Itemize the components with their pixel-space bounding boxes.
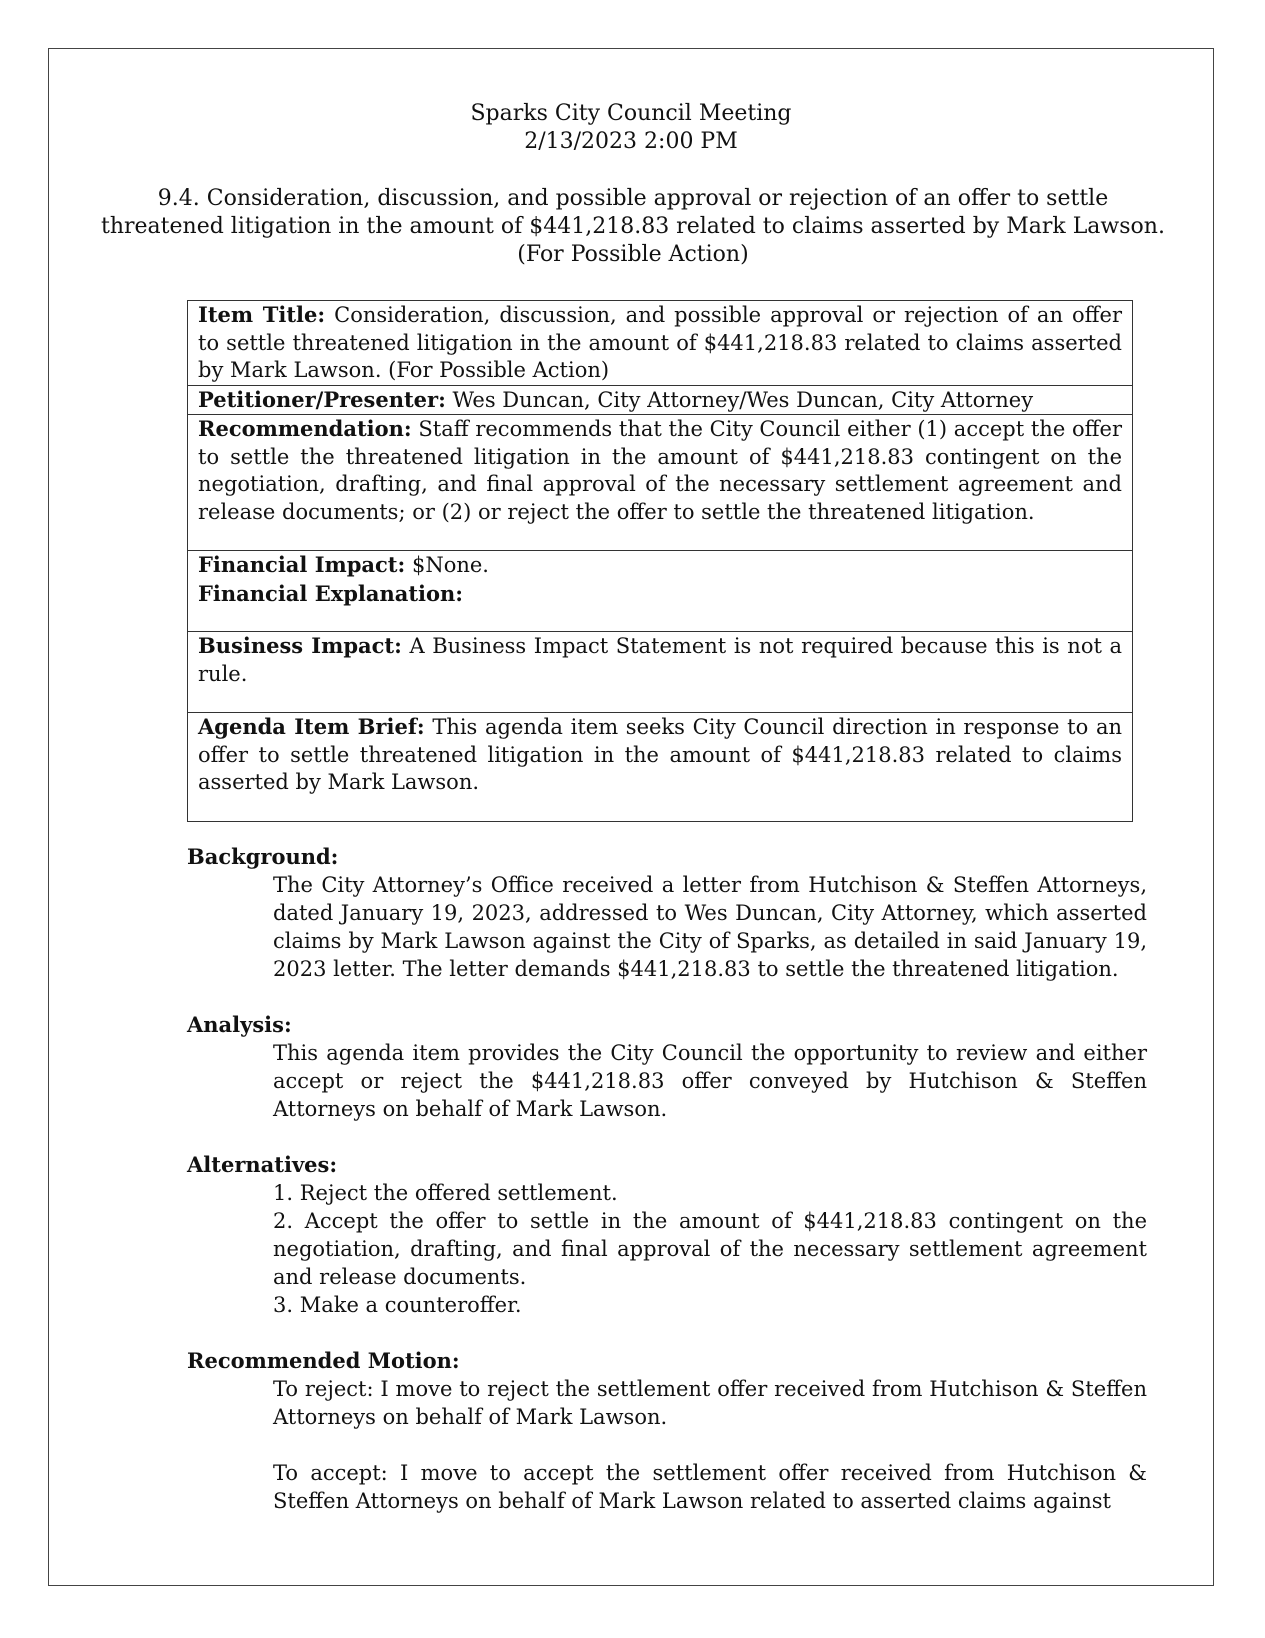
motion-accept: To accept: I move to accept the settlement offer received from Hutchison & Steffen Attorneys on behalf of Mark Lawson related to asserted claims against — [273, 1461, 1147, 1513]
petitioner-label: Petitioner/Presenter: — [198, 386, 446, 412]
agenda-info-table — [187, 300, 1133, 822]
motion-reject: To reject: I move to reject the settlement offer received from Hutchison & Steffen Attorneys on behalf of Mark Lawson. — [273, 1377, 1147, 1429]
item-title-row — [188, 301, 1133, 386]
item-title-text: Consideration, discussion, and possible approval or rejection of an offer to settle threatened litigation in the amount of $441,218.83 related to claims asserted by Mark Lawson. (For Possible Action) — [198, 303, 1122, 382]
background-body: The City Attorney’s Office received a letter from Hutchison & Steffen Attorneys, dated January 19, 2023, addressed to Wes Duncan, City Attorney, which asserted claims by Mark Lawson against the City of Sparks, as detailed in said January 19, 2023 letter. The letter demands $441,218.83 to settle the threatened litigation. — [273, 873, 1147, 981]
alternative-item: 3. Make a counteroffer. — [273, 1293, 522, 1317]
business-impact-text: A Business Impact Statement is not required because this is not a rule. — [198, 634, 1122, 686]
report-sections — [187, 843, 1147, 1515]
business-impact-row — [188, 632, 1133, 713]
background-title: Background: — [187, 844, 339, 869]
petitioner-text: Wes Duncan, City Attorney/Wes Duncan, City Attorney — [452, 387, 1034, 412]
analysis-title: Analysis: — [187, 1012, 292, 1037]
financial-row — [188, 551, 1133, 632]
alternative-item: 1. Reject the offered settlement. — [273, 1181, 618, 1205]
meeting-datetime: 2/13/2023 2:00 PM — [524, 129, 738, 154]
financial-impact-text: $None. — [411, 553, 489, 577]
analysis-body: This agenda item provides the City Council the opportunity to review and either accept or reject the $441,218.83 offer conveyed by Hutchison & Steffen Attorneys on behalf of Mark Lawson. — [273, 1041, 1147, 1121]
business-impact-label: Business Impact: — [198, 633, 402, 658]
agenda-brief-text: This agenda item seeks City Council direction in response to an offer to settle threatened litigation in the amount of $441,218.83 related to claims asserted by Mark Lawson. — [198, 715, 1122, 794]
recommended-motion-title: Recommended Motion: — [187, 1348, 460, 1373]
financial-impact-label: Financial Impact: — [198, 552, 406, 577]
alternative-item: 2. Accept the offer to settle in the amount of $441,218.83 contingent on the negotiation, drafting, and final approval of the necessary settlement agreement and release documents. — [273, 1209, 1147, 1289]
agenda-brief-row — [188, 713, 1133, 822]
alternatives-list — [273, 1179, 1147, 1319]
meeting-header — [48, 100, 1214, 156]
item-title-label: Item Title: — [198, 302, 326, 327]
agenda-brief-label: Agenda Item Brief: — [198, 714, 425, 739]
recommendation-row — [188, 415, 1133, 551]
petitioner-row — [188, 385, 1133, 415]
agenda-item-heading: 9.4. Consideration, discussion, and possible approval or rejection of an offer to settle threatened litigation in the amount of $441,218.83 related to claims asserted by Mark Lawson. (For Possible Action) — [101, 186, 1165, 267]
recommendation-label: Recommendation: — [198, 416, 412, 441]
alternatives-title: Alternatives: — [187, 1152, 338, 1177]
financial-explanation-label: Financial Explanation: — [198, 580, 464, 606]
recommendation-text: Staff recommends that the City Council either (1) accept the offer to settle the threatened litigation in the amount of $441,218.83 contingent on the negotiation, drafting, and final approval of the necessary settlement agreement and release documents; or (2) or reject the offer to settle the threatened litigation. — [198, 417, 1122, 524]
meeting-title: Sparks City Council Meeting — [470, 101, 792, 126]
